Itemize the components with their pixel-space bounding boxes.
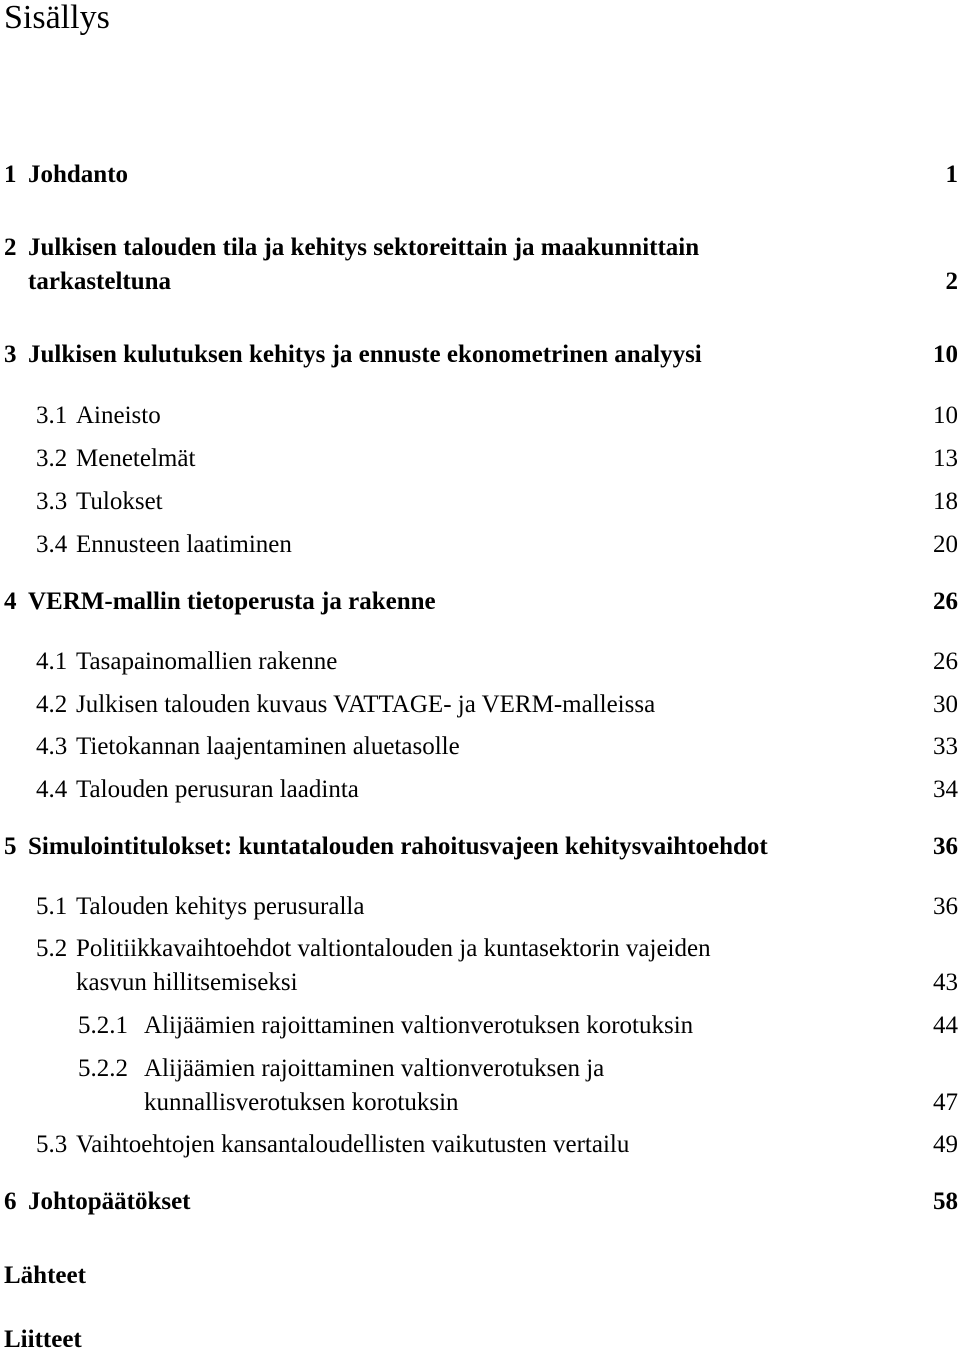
toc-entry-4-1[interactable] xyxy=(0,645,960,679)
toc-entry-5-2[interactable] xyxy=(0,932,960,966)
toc-entry-5-2-continuation[interactable] xyxy=(0,966,960,1000)
page-title: Sisällys xyxy=(4,0,110,36)
toc-entry-5[interactable] xyxy=(0,830,960,864)
toc-entry-5-2-2-continuation[interactable] xyxy=(0,1086,960,1120)
toc-title: Aineisto xyxy=(76,402,161,429)
toc-entry-3[interactable] xyxy=(0,338,960,372)
toc-title: Politiikkavaihtoehdot valtiontalouden ja kuntasektorin vajeiden xyxy=(76,935,711,962)
toc-title: Julkisen kulutuksen kehitys ja ennuste ekonometrinen analyysi xyxy=(28,341,702,368)
toc-page-number: 10 xyxy=(933,402,958,429)
toc-entry-5-1[interactable] xyxy=(0,890,960,924)
toc-number: 2 xyxy=(4,234,17,261)
toc-number: 5.2.1 xyxy=(78,1012,128,1039)
toc-title: VERM-mallin tietoperusta ja rakenne xyxy=(28,588,436,615)
toc-title: Johtopäätökset xyxy=(28,1188,191,1215)
toc-entry-4-3[interactable] xyxy=(0,730,960,764)
toc-title: Vaihtoehtojen kansantaloudellisten vaikutusten vertailu xyxy=(76,1131,630,1158)
toc-page-number: 18 xyxy=(933,488,958,515)
toc-entry-4-2[interactable] xyxy=(0,688,960,722)
toc-page-number: 33 xyxy=(933,733,958,760)
toc-title: Julkisen talouden kuvaus VATTAGE- ja VERM-malleissa xyxy=(76,691,656,718)
toc-page-number: 44 xyxy=(933,1012,958,1039)
toc-entry-2-continuation[interactable] xyxy=(0,265,960,299)
toc-entry-4-4[interactable] xyxy=(0,773,960,807)
toc-title: Simulointitulokset: kuntatalouden rahoitusvajeen kehitysvaihtoehdot xyxy=(28,833,768,860)
toc-page-number: 2 xyxy=(945,268,958,295)
toc-entry-3-4[interactable] xyxy=(0,528,960,562)
toc-number: 3.3 xyxy=(36,488,68,515)
toc-title: Talouden perusuran laadinta xyxy=(76,776,359,803)
toc-page-number: 43 xyxy=(933,969,958,996)
toc-number: 1 xyxy=(4,161,17,188)
toc-page-number: 13 xyxy=(933,445,958,472)
toc-number: 3 xyxy=(4,341,17,368)
toc-number: 4.1 xyxy=(36,648,68,675)
toc-page-number: 36 xyxy=(933,893,958,920)
toc-title-continuation: kasvun hillitsemiseksi xyxy=(76,969,298,996)
toc-page-number: 20 xyxy=(933,531,958,558)
toc-title: Tasapainomallien rakenne xyxy=(76,648,338,675)
toc-entry-4[interactable] xyxy=(0,585,960,619)
toc-number: 5.2 xyxy=(36,935,68,962)
toc-title: Julkisen talouden tila ja kehitys sektoreittain ja maakunnittain xyxy=(28,234,700,261)
toc-page-number: 49 xyxy=(933,1131,958,1158)
toc-entry-5-2-2[interactable] xyxy=(0,1052,960,1086)
toc-number: 3.1 xyxy=(36,402,68,429)
toc-page-number: 10 xyxy=(933,341,958,368)
toc-title-continuation: tarkasteltuna xyxy=(28,268,172,295)
toc-title: Alijäämien rajoittaminen valtionverotuksen ja xyxy=(144,1055,605,1082)
toc-number: 4.2 xyxy=(36,691,68,718)
toc-entry-5-2-1[interactable] xyxy=(0,1009,960,1043)
toc-entry-3-1[interactable] xyxy=(0,399,960,433)
toc-number: 5.2.2 xyxy=(78,1055,128,1082)
toc-entry-3-2[interactable] xyxy=(0,442,960,476)
toc-number: 4 xyxy=(4,588,17,615)
toc-page-number: 1 xyxy=(945,161,958,188)
toc-entry-3-3[interactable] xyxy=(0,485,960,519)
toc-page-number: 30 xyxy=(933,691,958,718)
toc-number: 5.3 xyxy=(36,1131,68,1158)
toc-number: 3.4 xyxy=(36,531,68,558)
toc-number: 3.2 xyxy=(36,445,68,472)
toc-title-continuation: kunnallisverotuksen korotuksin xyxy=(144,1089,459,1116)
toc-number: 4.4 xyxy=(36,776,68,803)
toc-title: Tulokset xyxy=(76,488,163,515)
toc-page-number: 58 xyxy=(933,1188,958,1215)
toc-title: Johdanto xyxy=(28,161,129,188)
toc-page-number: 36 xyxy=(933,833,958,860)
toc-title: Talouden kehitys perusuralla xyxy=(76,893,365,920)
toc-entry-2[interactable] xyxy=(0,231,960,265)
toc-number: 4.3 xyxy=(36,733,68,760)
toc-entry-lahteet[interactable]: Lähteet xyxy=(4,1262,86,1289)
toc-title: Tietokannan laajentaminen aluetasolle xyxy=(76,733,460,760)
toc-page-number: 26 xyxy=(933,648,958,675)
toc-entry-liitteet[interactable]: Liitteet xyxy=(4,1326,82,1353)
toc-entry-1[interactable] xyxy=(0,158,960,192)
toc-page-number: 47 xyxy=(933,1089,958,1116)
toc-title: Alijäämien rajoittaminen valtionverotuksen korotuksin xyxy=(144,1012,694,1039)
toc-page-number: 26 xyxy=(933,588,958,615)
toc-number: 5 xyxy=(4,833,17,860)
toc-number: 6 xyxy=(4,1188,17,1215)
toc-entry-6[interactable] xyxy=(0,1185,960,1219)
toc-entry-5-3[interactable] xyxy=(0,1128,960,1162)
toc-title: Menetelmät xyxy=(76,445,196,472)
toc-number: 5.1 xyxy=(36,893,68,920)
toc-title: Ennusteen laatiminen xyxy=(76,531,292,558)
toc-page-number: 34 xyxy=(933,776,958,803)
